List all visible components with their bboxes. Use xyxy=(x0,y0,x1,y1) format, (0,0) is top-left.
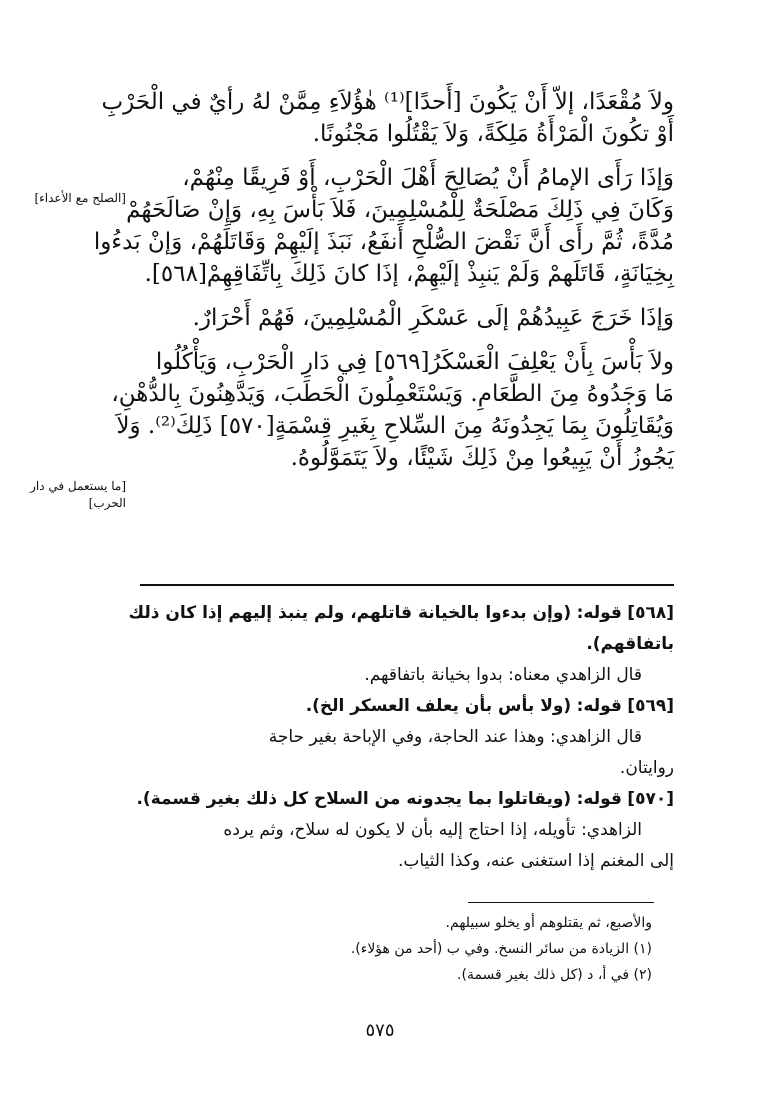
text-line: يَجُوزُ أَنْ يَبِيعُوا مِنْ ذَلِكَ شَيْئًا، ولاَ يَتَمَوَّلُوهُ. xyxy=(290,445,674,471)
paragraph xyxy=(138,302,674,334)
footnotes xyxy=(260,910,652,988)
paragraph xyxy=(93,162,674,290)
commentary-notes xyxy=(128,598,674,877)
main-text xyxy=(93,86,674,474)
sidenote-war-use: [ما يستعمل في دار الحرب] xyxy=(30,479,126,510)
note-body: قال الزاهدي معناه: بدوا بخيانة باتفاقهم. xyxy=(364,665,642,685)
text-line: مُدَّةً، ثُمَّ رأَى أَنَّ نَقْضَ الصُّلْحِ أَنفَعُ، نَبَذَ إلَيْهِمْ وَقَاتَلَهُمْ، وَإنْ بَدءُوا xyxy=(93,229,674,255)
note-label: قوله: xyxy=(576,696,622,716)
note-label: قوله: xyxy=(576,789,622,809)
note-heading xyxy=(138,691,674,722)
text-line: وَإذَا خَرَجَ عَبِيدُهُمْ إلَى عَسْكَرِ الْمُسْلِمِينَ، فَهُمْ أَحْرَارٌ. xyxy=(192,305,674,331)
text-line: مَا وَجَدُوهُ مِنَ الطَّعَامِ. وَيَسْتَعْمِلُونَ الْحَطَبَ، وَيَدَّهِنُونَ بِالدُّهْنِ، xyxy=(111,381,674,407)
footnote: والأصبع، ثم يقتلوهم أو يخلو سبيلهم. xyxy=(445,915,652,931)
text-line: أَوْ تكُونَ الْمَرْأَةُ مَلِكَةً، وَلاَ يَقْتُلُوا مَجْنُونًا. xyxy=(312,121,674,147)
note-label: قوله: xyxy=(576,603,622,623)
note-heading xyxy=(138,784,674,815)
note-continuation: باتفاقهم). xyxy=(586,634,674,654)
notes-separator xyxy=(140,584,674,586)
note-body: روايتان. xyxy=(619,758,674,778)
text-line: وَيُقَاتِلُونَ بِمَا يَجِدُونَهُ مِنَ السِّلاحِ بِغَيرِ قِسْمَةٍ[٥٧٠] ذَلِكَ⁽²⁾. وَلاَ xyxy=(116,413,674,439)
note-body: إلى المغنم إذا استغنى عنه، وكذا الثياب. xyxy=(397,851,674,871)
note-number: [٥٦٩] xyxy=(627,696,674,716)
text-line: وَكَانَ فِي ذَلِكَ مَصْلَحَةٌ لِلْمُسْلِمِينَ، فَلاَ بَأْسَ بِهِ، وَإِنْ صَالَحَهُمْ xyxy=(126,197,674,223)
text-line: ولاَ مُقْعَدًا، إلاّ أَنْ يَكُونَ [أَحدًا]⁽¹⁾ هٰؤُلاَءِ مِمَّنْ لهُ رأيٌ في الْحَرْبِ xyxy=(101,89,674,115)
note-quote: (وإن بدءوا بالخيانة قاتلهم، ولم ينبذ إليهم إذا كان ذلك xyxy=(128,603,572,623)
note-body: قال الزاهدي: وهذا عند الحاجة، وفي الإباحة بغير حاجة xyxy=(268,727,642,747)
page-number: ٥٧٥ xyxy=(365,1020,395,1041)
note-number: [٥٧٠] xyxy=(627,789,674,809)
note-heading xyxy=(128,598,674,629)
text-line: بِخِيَانَةٍ، قَاتَلَهمْ وَلَمْ يَنبِذْ إلَيْهِمْ، إذَا كانَ ذَلِكَ بِاتِّفَاقِهِمْ[٥٦٨]. xyxy=(144,261,674,287)
footnote: (١) الزيادة من سائر النسخ. وفي ب (أحد من هؤلاء). xyxy=(350,941,652,957)
text-line: وَإذَا رَأَى الإمامُ أَنْ يُصَالِحَ أَهْلَ الْحَرْبِ، أَوْ فَرِيقًا مِنْهُمْ، xyxy=(182,165,674,191)
footnotes-separator xyxy=(468,902,654,903)
text-line: ولاَ بَأْسَ بِأَنْ يَعْلِفَ الْعَسْكَرُ[٥٦٩] فِي دَارِ الْحَرْبِ، وَيَأْكُلُوا xyxy=(155,349,674,375)
note-number: [٥٦٨] xyxy=(627,603,674,623)
sidenote-reconciliation: [الصلح مع الأعداء] xyxy=(34,191,126,205)
note-quote: (ولا بأس بأن يعلف العسكر الخ). xyxy=(305,696,572,716)
note-body: الزاهدي: تأويله، إذا احتاج إليه بأن لا يكون له سلاح، وثم يرده xyxy=(223,820,642,840)
note-quote: (ويقاتلوا بما يجدونه من السلاح كل ذلك بغير قسمة). xyxy=(136,789,572,809)
paragraph xyxy=(111,346,674,474)
paragraph xyxy=(101,86,674,150)
footnote: (٢) في أ، د (كل ذلك بغير قسمة). xyxy=(457,967,652,983)
